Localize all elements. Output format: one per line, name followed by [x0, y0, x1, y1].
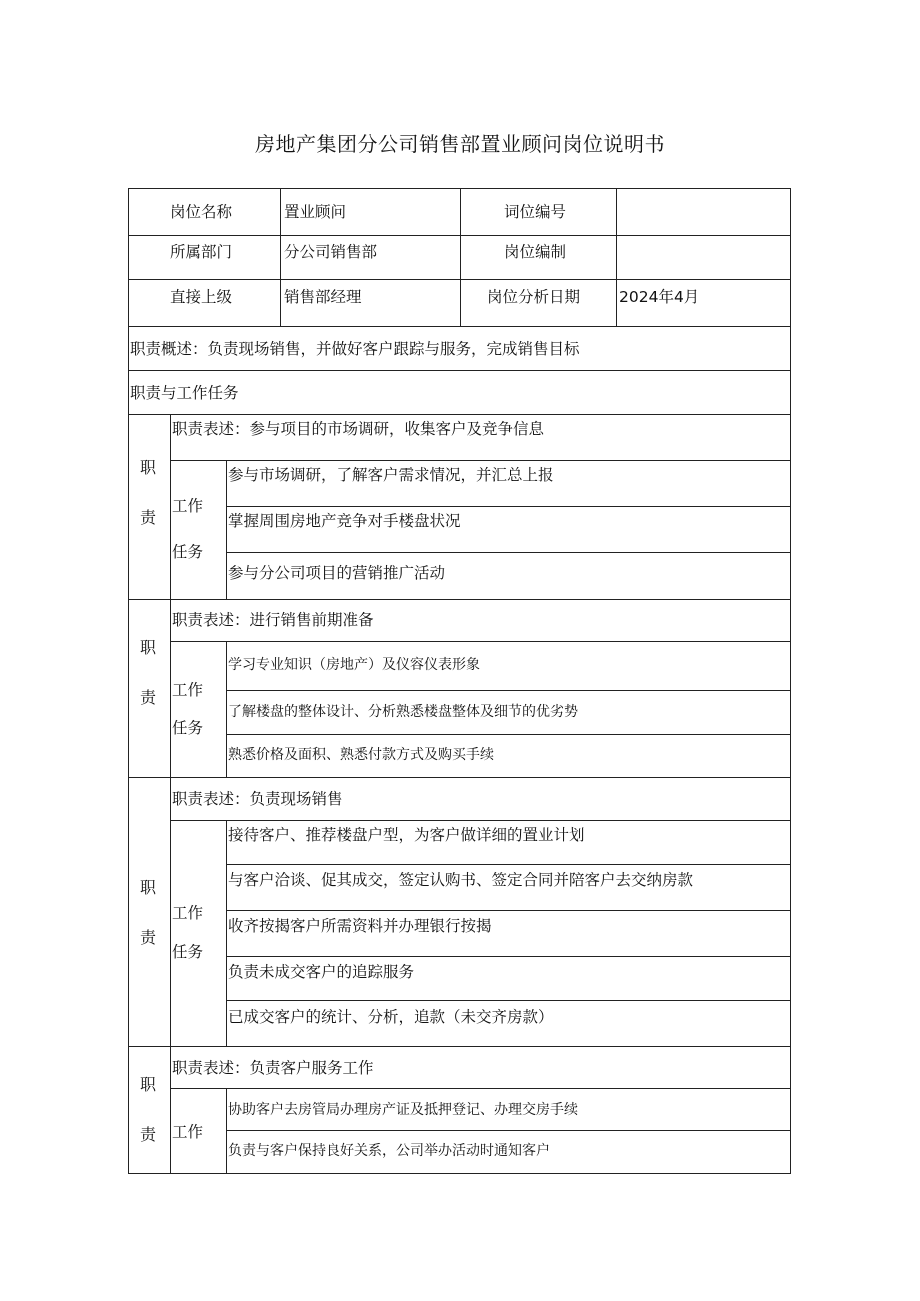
task-item: 学习专业知识（房地产）及仪容仪表形象	[228, 657, 480, 673]
column-divider	[226, 641, 227, 777]
duty-description: 职责表述：参与项目的市场调研，收集客户及竞争信息	[172, 420, 545, 438]
task-item: 负责与客户保持良好关系，公司举办活动时通知客户	[228, 1143, 550, 1159]
task-item: 与客户洽谈、促其成交，签定认购书、签定合同并陪客户去交纳房款	[228, 871, 694, 889]
supervisor-value: 销售部经理	[284, 288, 362, 306]
task-item: 已成交客户的统计、分析，追款（未交齐房款）	[228, 1008, 554, 1026]
task-item: 参与分公司项目的营销推广活动	[228, 564, 446, 582]
column-divider	[280, 188, 281, 326]
task-label-top: 工作	[172, 681, 204, 699]
duty-label-top: 职	[140, 458, 157, 477]
task-label-bottom: 任务	[172, 719, 204, 737]
task-item: 了解楼盘的整体设计、分析熟悉楼盘整体及细节的优劣势	[228, 704, 578, 720]
duty-label-bottom: 责	[140, 688, 157, 707]
row-divider	[170, 1088, 791, 1089]
task-item: 掌握周围房地产竞争对手楼盘状况	[228, 512, 461, 530]
row-divider	[226, 1000, 791, 1001]
position-code-label: 词位编号	[504, 203, 567, 221]
duty-label-top: 职	[140, 638, 157, 657]
department-label: 所属部门	[170, 243, 233, 261]
row-divider	[128, 599, 791, 600]
section-heading: 职责与工作任务	[130, 384, 239, 402]
column-divider	[460, 188, 461, 326]
task-item: 接待客户、推荐楼盘户型，为客户做详细的置业计划	[228, 826, 585, 844]
row-divider	[128, 326, 791, 327]
task-item: 熟悉价格及面积、熟悉付款方式及购买手续	[228, 747, 494, 763]
row-divider	[226, 506, 791, 507]
task-item: 收齐按揭客户所需资料并办理银行按揭	[228, 917, 492, 935]
duty-description: 职责表述：进行销售前期准备	[172, 611, 374, 629]
row-divider	[226, 956, 791, 957]
position-name-value: 置业顾问	[284, 203, 347, 221]
row-divider	[128, 414, 791, 415]
duty-description: 职责表述：负责客户服务工作	[172, 1059, 374, 1077]
row-divider	[226, 1130, 791, 1131]
duty-label-bottom: 责	[140, 1125, 157, 1144]
department-value: 分公司销售部	[284, 243, 378, 261]
duty-summary: 职责概述：负责现场销售，并做好客户跟踪与服务，完成销售目标	[130, 340, 580, 358]
duty-label-top: 职	[140, 878, 157, 897]
column-divider	[226, 460, 227, 599]
task-item: 协助客户去房管局办理房产证及抵押登记、办理交房手续	[228, 1102, 578, 1118]
column-divider	[616, 188, 617, 326]
row-divider	[128, 370, 791, 371]
column-divider	[226, 1088, 227, 1174]
task-item: 负责未成交客户的追踪服务	[228, 963, 415, 981]
row-divider	[128, 777, 791, 778]
supervisor-label: 直接上级	[170, 288, 233, 306]
task-item: 参与市场调研，了解客户需求情况，并汇总上报	[228, 466, 554, 484]
row-divider	[226, 552, 791, 553]
task-label: 工作	[172, 1123, 204, 1141]
row-divider	[226, 910, 791, 911]
task-label-top: 工作	[172, 497, 204, 515]
task-label-bottom: 任务	[172, 543, 204, 561]
row-divider	[226, 864, 791, 865]
duty-label-bottom: 责	[140, 508, 157, 527]
row-divider	[128, 1046, 791, 1047]
headcount-label: 岗位编制	[504, 243, 567, 261]
page-title: 房地产集团分公司销售部置业顾问岗位说明书	[255, 132, 665, 156]
row-divider	[226, 734, 791, 735]
row-divider	[170, 820, 791, 821]
row-divider	[170, 641, 791, 642]
job-description-table	[128, 188, 791, 1174]
duty-description: 职责表述：负责现场销售	[172, 790, 343, 808]
task-label-bottom: 任务	[172, 943, 204, 961]
row-divider	[170, 460, 791, 461]
column-divider	[170, 414, 171, 1174]
analysis-date-value: 2024年4月	[619, 288, 700, 306]
column-divider	[226, 820, 227, 1046]
row-divider	[226, 690, 791, 691]
position-name-label: 岗位名称	[170, 203, 233, 221]
duty-label-bottom: 责	[140, 928, 157, 947]
duty-label-top: 职	[140, 1075, 157, 1094]
task-label-top: 工作	[172, 904, 204, 922]
analysis-date-label: 岗位分析日期	[487, 288, 581, 306]
